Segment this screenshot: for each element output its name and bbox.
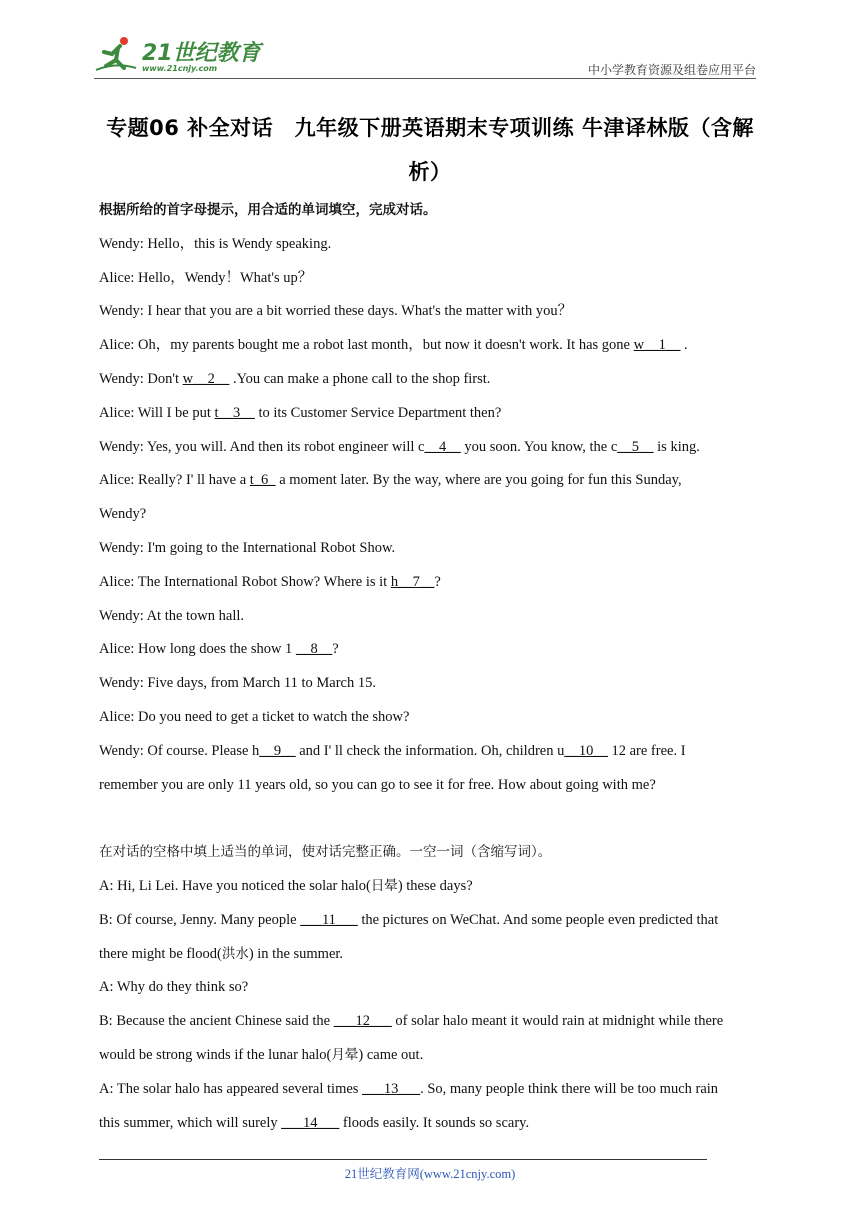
answer-blank[interactable]: ___13___ — [362, 1080, 421, 1097]
dialogue-line — [99, 1073, 761, 1107]
runner-logo-icon — [94, 34, 138, 74]
dialogue-text: ? — [332, 641, 339, 658]
dialogue-line — [99, 532, 761, 566]
dialogue-text: ) came out. — [358, 1046, 424, 1063]
section1-instruction: 根据所给的首字母提示，用合适的单词填空，完成对话。 — [99, 202, 437, 218]
footer-link[interactable]: 21世纪教育网(www.21cnjy.com) — [344, 1167, 516, 1181]
dialogue-text: B: Of course, Jenny. Many people — [99, 911, 301, 928]
dialogue-line — [99, 870, 761, 904]
answer-blank[interactable]: ___14___ — [281, 1114, 340, 1131]
page-title — [94, 106, 766, 194]
answer-blank[interactable]: __5__ — [617, 438, 654, 455]
dialogue-line — [99, 971, 761, 1005]
chinese-gloss: 日晕 — [370, 877, 398, 894]
dialogue-text: floods easily. It sounds so scary. — [339, 1114, 530, 1131]
dialogue-text: 12 are free. I — [607, 742, 686, 759]
dialogue-line — [99, 262, 761, 296]
dialogue-text: ? — [434, 573, 441, 590]
chinese-gloss: 月晕 — [331, 1046, 359, 1063]
dialogue-text: A: Why do they think so? — [99, 979, 249, 996]
dialogue-text: Wendy: Don't — [99, 370, 183, 387]
dialogue-line — [99, 431, 761, 465]
dialogue-line — [99, 735, 761, 769]
dialogue-text: Alice: Do you need to get a ticket to watch the show? — [99, 708, 410, 725]
title-line-1: 专题06 补全对话 九年级下册英语期末专项训练 牛津译林版（含解 — [106, 116, 754, 140]
answer-blank[interactable]: ___11___ — [300, 911, 358, 928]
logo-text: 21世纪教育 — [142, 41, 261, 66]
dialogue-line — [99, 904, 761, 938]
dialogue-text: Alice: The International Robot Show? Where is it — [99, 573, 391, 590]
page-header — [94, 28, 756, 79]
dialogue-text: Wendy: At the town hall. — [99, 607, 245, 624]
dialogue-text: ) in the summer. — [248, 945, 344, 962]
dialogue-text: . So, many people think there will be too much rain — [420, 1080, 719, 1097]
dialogue-line — [99, 769, 761, 803]
dialogue-text: of solar halo meant it would rain at midnight while there — [391, 1013, 724, 1030]
dialogue-line — [99, 1107, 761, 1141]
dialogue-text: this summer, which will surely — [99, 1114, 282, 1131]
dialogue-text: .You can make a phone call to the shop first. — [229, 370, 491, 387]
dialogue-text: A: Hi, Li Lei. Have you noticed the solar halo( — [99, 877, 371, 894]
dialogue-line — [99, 667, 761, 701]
answer-blank[interactable]: t__3__ — [214, 404, 255, 421]
dialogue-text: would be strong winds if the lunar halo( — [99, 1046, 332, 1063]
dialogue-text: Alice: How long does the show 1 — [99, 641, 296, 658]
dialogue-text: Wendy: Hello，this is Wendy speaking. — [99, 235, 332, 252]
dialogue-line — [99, 566, 761, 600]
dialogue-text: is king. — [653, 438, 700, 455]
dialogue-text: to its Customer Service Department then? — [254, 404, 502, 421]
chinese-gloss: 洪水 — [221, 945, 249, 962]
answer-blank[interactable]: h__7__ — [390, 573, 435, 590]
dialogue-line — [99, 363, 761, 397]
dialogue-text: and I' ll check the information. Oh, children u — [295, 742, 565, 759]
section-spacer — [99, 802, 761, 836]
dialogue-line — [99, 397, 761, 431]
answer-blank[interactable]: __9__ — [259, 742, 296, 759]
footer-divider — [99, 1159, 707, 1160]
dialogue-text: a moment later. By the way, where are you going for fun this Sunday, — [275, 472, 682, 489]
dialogue-line — [99, 633, 761, 667]
section2-dialogue — [99, 870, 761, 1140]
logo-url: www.21cnjy.com — [142, 64, 218, 73]
header-tagline: 中小学教育资源及组卷应用平台 — [587, 63, 756, 77]
exercise-body — [99, 194, 761, 1140]
dialogue-text: Wendy: I'm going to the International Robot Show. — [99, 539, 396, 556]
answer-blank[interactable]: w__2__ — [182, 370, 230, 387]
dialogue-line — [99, 464, 761, 498]
section1-dialogue — [99, 228, 761, 803]
dialogue-text: remember you are only 11 years old, so you can go to see it for free. How about going with me? — [99, 776, 656, 793]
dialogue-text: you soon. You know, the c — [460, 438, 618, 455]
dialogue-text: A: The solar halo has appeared several times — [99, 1080, 363, 1097]
dialogue-line — [99, 600, 761, 634]
answer-blank[interactable]: t_6_ — [249, 472, 276, 489]
dialogue-line — [99, 1039, 761, 1073]
answer-blank[interactable]: __4__ — [424, 438, 461, 455]
title-line-2: 析） — [408, 160, 452, 184]
dialogue-line — [99, 701, 761, 735]
answer-blank[interactable]: __8__ — [295, 641, 333, 658]
dialogue-text: ) these days? — [397, 877, 473, 894]
dialogue-line — [99, 1005, 761, 1039]
answer-blank[interactable]: __10__ — [564, 742, 608, 759]
dialogue-line — [99, 938, 761, 972]
dialogue-text: Alice: Oh，my parents bought me a robot last month，but now it doesn't work. It has gone — [99, 337, 634, 354]
site-logo[interactable] — [94, 32, 264, 76]
dialogue-line — [99, 498, 761, 532]
dialogue-text: the pictures on WeChat. And some people even predicted that — [357, 911, 719, 928]
dialogue-text: Wendy? — [99, 506, 147, 523]
dialogue-line — [99, 329, 761, 363]
dialogue-text: Wendy: Of course. Please h — [99, 742, 260, 759]
dialogue-text: Wendy: Five days, from March 11 to March 15. — [99, 675, 376, 692]
answer-blank[interactable]: ___12___ — [333, 1013, 392, 1030]
dialogue-text: Wendy: I hear that you are a bit worried these days. What's the matter with you？ — [99, 303, 573, 320]
dialogue-line — [99, 228, 761, 262]
dialogue-text: Alice: Really? I' ll have a — [99, 472, 250, 489]
dialogue-line — [99, 295, 761, 329]
dialogue-text: Alice: Will I be put — [99, 404, 215, 421]
dialogue-text: Wendy: Yes, you will. And then its robot engineer will c — [99, 438, 425, 455]
dialogue-text: . — [680, 337, 688, 354]
answer-blank[interactable]: w__1__ — [633, 337, 681, 354]
dialogue-text: Alice: Hello，Wendy！What's up？ — [99, 269, 313, 286]
section2-instruction: 在对话的空格中填上适当的单词，使对话完整正确。一空一词（含缩写词）。 — [99, 844, 552, 861]
dialogue-text: B: Because the ancient Chinese said the — [99, 1013, 334, 1030]
dialogue-text: there might be flood( — [99, 945, 222, 962]
